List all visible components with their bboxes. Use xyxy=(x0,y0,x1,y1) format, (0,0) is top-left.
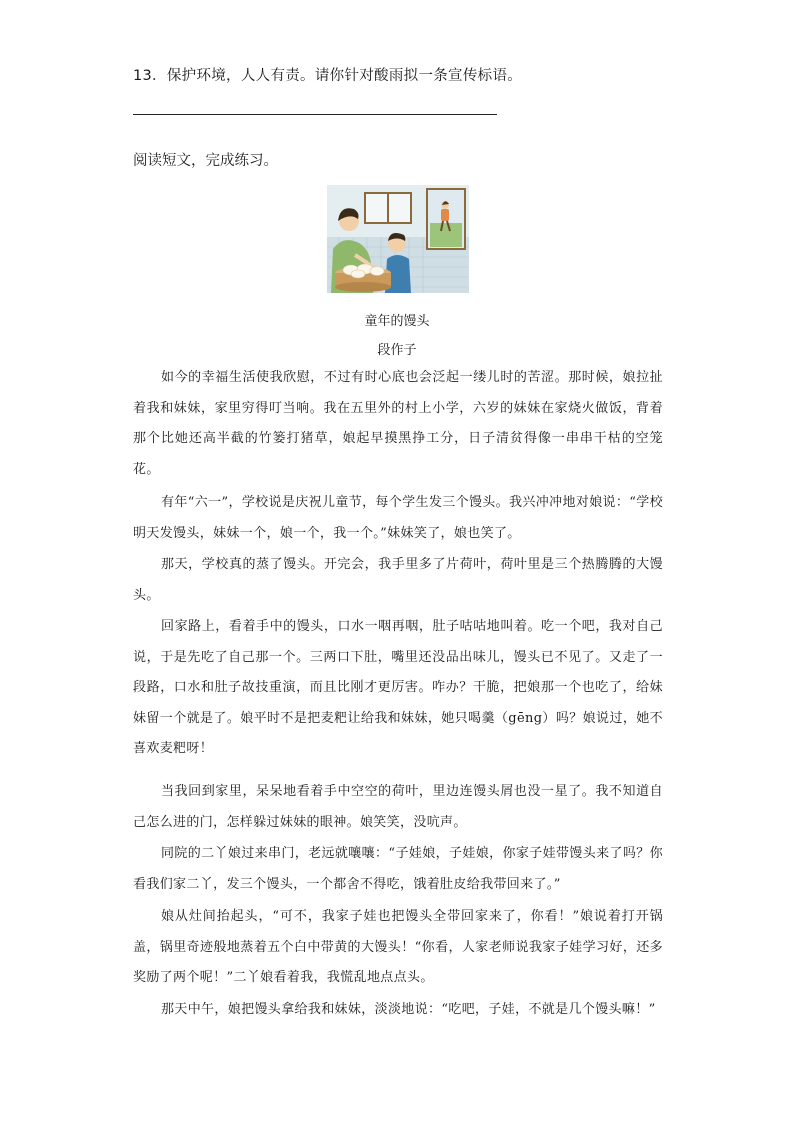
mother-with-buns-and-children-illustration xyxy=(327,185,469,293)
story-paragraph: 娘从灶间抬起头，“可不，我家子娃也把馒头全带回家来了，你看！”娘说着打开锅盖，锅里奇迹般地蒸着五个白中带黄的大馒头！“你看，人家老师说我家子娃学习好，还多奖励了两个呢！”二丫娘看着我，我慌乱地点点头。 xyxy=(133,909,663,986)
answer-line[interactable] xyxy=(133,114,497,115)
story-paragraph: 那天中午，娘把馒头拿给我和妹妹，淡淡地说：“吃吧，子娃，不就是几个馒头嘛！” xyxy=(161,1002,656,1017)
story-paragraph: 如今的幸福生活使我欣慰，不过有时心底也会泛起一缕儿时的苦涩。那时候，娘拉扯着我和妹妹，家里穷得叮当响。我在五里外的村上小学，六岁的妹妹在家烧火做饭，背着那个比她还高半截的竹篓打猪草，娘起早摸黑挣工分，日子清贫得像一串串干枯的空笼花。 xyxy=(133,370,663,477)
story-author: 段作子 xyxy=(377,343,417,358)
story-paragraph: 那天，学校真的蒸了馒头。开完会，我手里多了片荷叶，荷叶里是三个热腾腾的大馒头。 xyxy=(133,557,663,603)
question-13: 13．保护环境，人人有责。请你针对酸雨拟一条宣传标语。 xyxy=(133,68,523,84)
story-paragraph: 有年“六一”，学校说是庆祝儿童节，每个学生发三个馒头。我兴冲冲地对娘说：“学校明天发馒头，妹妹一个，娘一个，我一个。”妹妹笑了，娘也笑了。 xyxy=(133,495,663,541)
reading-instruction: 阅读短文，完成练习。 xyxy=(133,153,278,169)
story-paragraph: 回家路上，看着手中的馒头，口水一咽再咽，肚子咕咕地叫着。吃一个吧，我对自己说，于是先吃了自己那一个。三两口下肚，嘴里还没品出味儿，馒头已不见了。又走了一段路，口水和肚子故技重演，而且比刚才更厉害。咋办？干脆，把娘那一个也吃了，给妹妹留一个就是了。娘平时不是把麦粑让给我和妹妹，她只喝羹（gēng）吗？娘说过，她不喜欢麦粑呀！ xyxy=(133,619,663,757)
story-title: 童年的馒头 xyxy=(364,314,430,329)
story-paragraph: 同院的二丫娘过来串门，老远就嚷嚷：“子娃娘，子娃娘，你家子娃带馒头来了吗？你看我们家二丫，发三个馒头，一个都舍不得吃，饿着肚皮给我带回来了。” xyxy=(133,846,663,892)
story-paragraph: 当我回到家里，呆呆地看着手中空空的荷叶，里边连馒头屑也没一星了。我不知道自己怎么进的门，怎样躲过妹妹的眼神。娘笑笑，没吭声。 xyxy=(133,784,663,830)
